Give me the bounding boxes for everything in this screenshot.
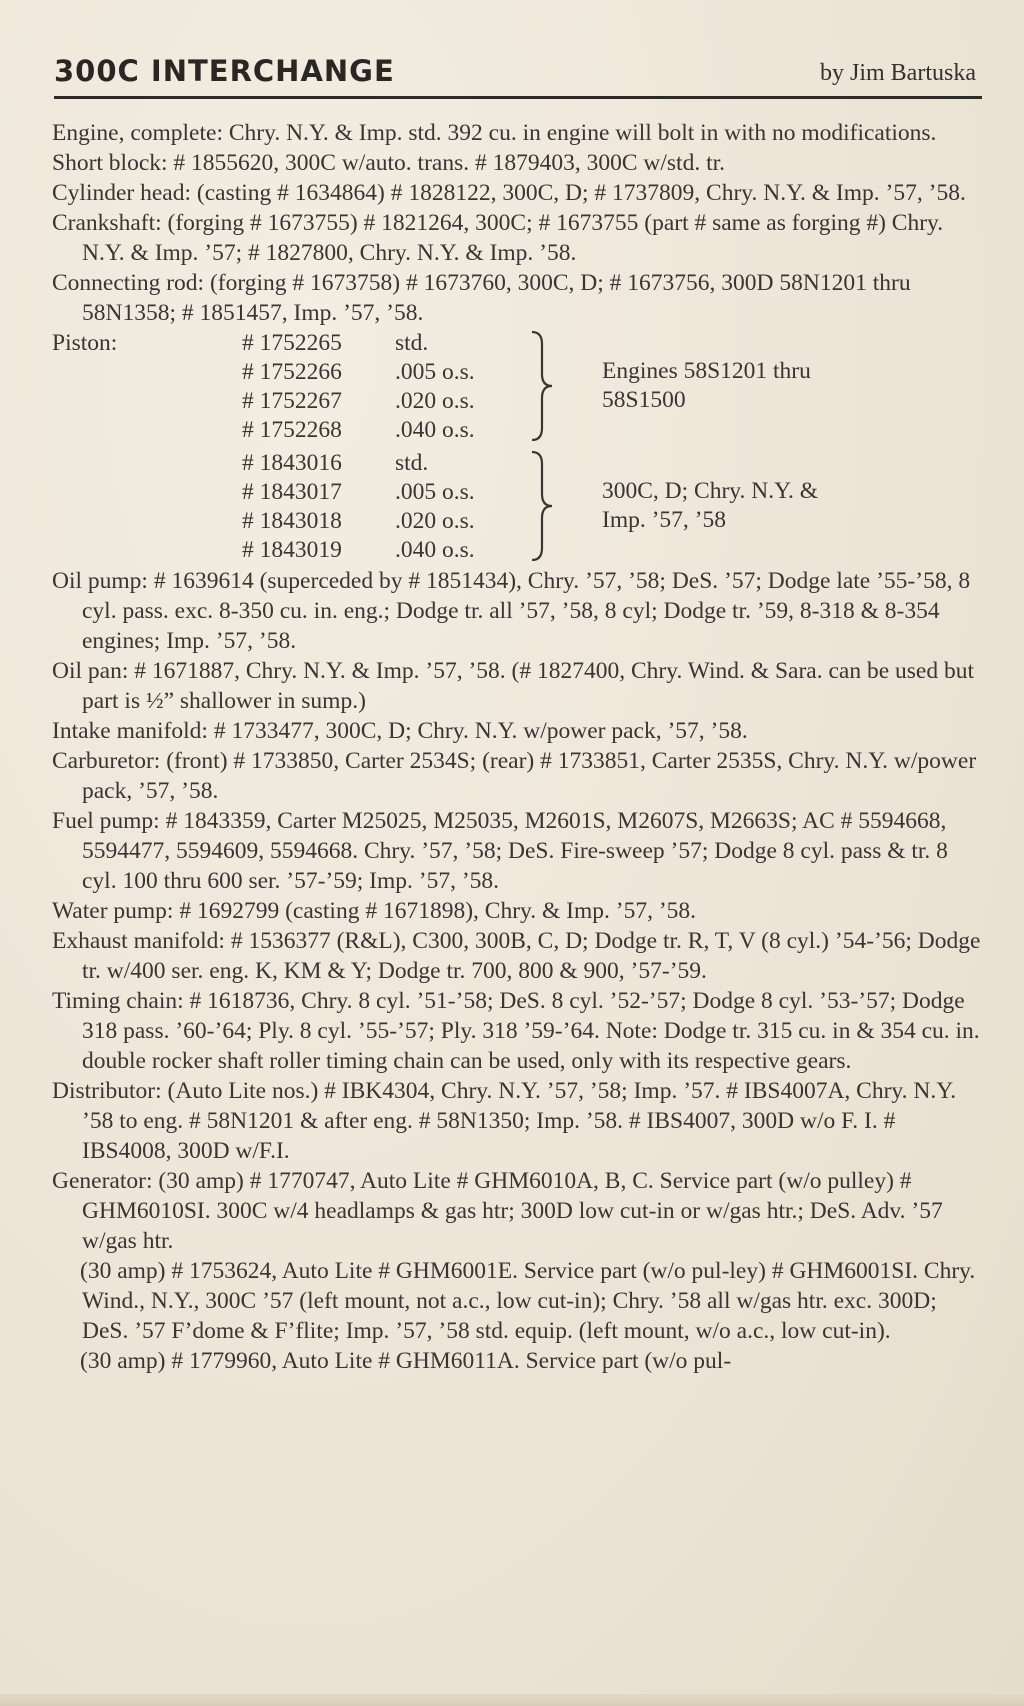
piston-size: .040 o.s. bbox=[395, 537, 475, 563]
entry-short-block: Short block: # 1855620, 300C w/auto. trans. # 1879403, 300C w/std. tr. bbox=[52, 150, 726, 176]
piston-size: .005 o.s. bbox=[395, 479, 475, 505]
page-header bbox=[54, 52, 982, 99]
piston-row bbox=[242, 415, 962, 444]
piston-size: std. bbox=[395, 330, 429, 356]
author-byline: by Jim Bartuska bbox=[820, 60, 976, 86]
piston-size: std. bbox=[395, 450, 429, 476]
piston-part-number: # 1843017 bbox=[242, 479, 342, 505]
piston-group bbox=[242, 448, 962, 566]
piston-part-number: # 1843016 bbox=[242, 450, 342, 476]
piston-note-line: 58S1500 bbox=[602, 387, 686, 413]
entry-connecting-rod: Connecting rod: (forging # 1673758) # 1673760, 300C, D; # 1673756, 300D 58N1201 thru 58N1358; # 1851457, Imp. ’57, ’58. bbox=[52, 270, 911, 326]
piston-row bbox=[242, 328, 962, 357]
piston-note-line: Engines 58S1201 thru bbox=[602, 358, 811, 384]
piston-part-number: # 1752266 bbox=[242, 359, 342, 385]
piston-part-number: # 1752265 bbox=[242, 330, 342, 356]
entry-oil-pan: Oil pan: # 1671887, Chry. N.Y. & Imp. ’57, ’58. (# 1827400, Chry. Wind. & Sara. can be used but part is ½” shallower in sump.) bbox=[52, 658, 974, 714]
entry-timing-chain: Timing chain: # 1618736, Chry. 8 cyl. ’51-’58; DeS. 8 cyl. ’52-’57; Dodge 8 cyl. ’53-’57; Dodge 318 pass. ’60-’64; Ply. 8 cyl. ’55-’57; Ply. 318 ’59-’64. Note: Dodge tr. 315 cu. in & 354 cu. in. double rocker shaft roller timing chain can be used, only with its respective gears. bbox=[52, 988, 980, 1074]
interchange-list bbox=[52, 118, 982, 1376]
piston-label: Piston: bbox=[52, 330, 118, 356]
piston-group-note bbox=[602, 477, 942, 535]
entry-fuel-pump: Fuel pump: # 1843359, Carter M25025, M25035, M2601S, M2607S, M2663S; AC # 5594668, 5594477, 5594609, 5594668. Chry. ’57, ’58; DeS. Fire-sweep ’57; Dodge 8 cyl. pass & tr. 8 cyl. 100 thru 600 ser. ’57-’59; Imp. ’57, ’58. bbox=[52, 808, 948, 894]
piston-size: .020 o.s. bbox=[395, 388, 475, 414]
piston-note-line: Imp. ’57, ’58 bbox=[602, 507, 727, 533]
piston-row bbox=[242, 535, 962, 564]
entry-engine: Engine, complete: Chry. N.Y. & Imp. std. 392 cu. in engine will bolt in with no modifications. bbox=[52, 120, 937, 146]
entry-water-pump: Water pump: # 1692799 (casting # 1671898), Chry. & Imp. ’57, ’58. bbox=[52, 898, 697, 924]
piston-table bbox=[52, 328, 982, 566]
piston-size: .040 o.s. bbox=[395, 417, 475, 443]
entry-cylinder-head: Cylinder head: (casting # 1634864) # 1828122, 300C, D; # 1737809, Chry. N.Y. & Imp. ’57, ’58. bbox=[52, 180, 966, 206]
piston-note-line: 300C, D; Chry. N.Y. & bbox=[602, 478, 819, 504]
curly-brace-icon bbox=[528, 330, 558, 442]
piston-size: .020 o.s. bbox=[395, 508, 475, 534]
entry-intake-manifold: Intake manifold: # 1733477, 300C, D; Chry. N.Y. w/power pack, ’57, ’58. bbox=[52, 718, 748, 744]
entry-generator-alt: (30 amp) # 1753624, Auto Lite # GHM6001E. Service part (w/o pul-ley) # GHM6001SI. Chry. Wind., N.Y., 300C ’57 (left mount, not a.c., low cut-in); Chry. ’58 all w/gas htr. exc. 300D; DeS. ’57 F’dome & F’flite; Imp. ’57, ’58 std. equip. (left mount, w/o a.c., low cut-in). bbox=[80, 1258, 976, 1344]
entry-crankshaft: Crankshaft: (forging # 1673755) # 1821264, 300C; # 1673755 (part # same as forging #) Chry. N.Y. & Imp. ’57; # 1827800, Chry. N.Y. & Imp. ’58. bbox=[52, 210, 944, 266]
entry-distributor: Distributor: (Auto Lite nos.) # IBK4304, Chry. N.Y. ’57, ’58; Imp. ’57. # IBS4007A, Chry. N.Y. ’58 to eng. # 58N1201 & after eng. # 58N1350; Imp. ’58. # IBS4007, 300D w/o F. I. # IBS4008, 300D w/F.I. bbox=[52, 1078, 957, 1164]
entry-generator: Generator: (30 amp) # 1770747, Auto Lite # GHM6010A, B, C. Service part (w/o pulley) # GHM6010SI. 300C w/4 headlamps & gas htr; 300D low cut-in or w/gas htr.; DeS. Adv. ’57 w/gas htr. bbox=[52, 1168, 943, 1254]
piston-row bbox=[242, 448, 962, 477]
piston-part-number: # 1752268 bbox=[242, 417, 342, 443]
piston-size: .005 o.s. bbox=[395, 359, 475, 385]
entry-exhaust-manifold: Exhaust manifold: # 1536377 (R&L), C300, 300B, C, D; Dodge tr. R, T, V (8 cyl.) ’54-’56; Dodge tr. w/400 ser. eng. K, KM & Y; Dodge tr. 700, 800 & 900, ’57-’59. bbox=[52, 928, 981, 984]
piston-part-number: # 1843018 bbox=[242, 508, 342, 534]
piston-part-number: # 1843019 bbox=[242, 537, 342, 563]
piston-group-note bbox=[602, 357, 942, 415]
piston-group bbox=[242, 328, 962, 446]
piston-part-number: # 1752267 bbox=[242, 388, 342, 414]
page-title: 300C INTERCHANGE bbox=[54, 54, 395, 88]
curly-brace-icon bbox=[528, 450, 558, 562]
entry-oil-pump: Oil pump: # 1639614 (superceded by # 1851434), Chry. ’57, ’58; DeS. ’57; Dodge late ’55-’58, 8 cyl. pass. exc. 8-350 cu. in. eng.; Dodge tr. all ’57, ’58, 8 cyl; Dodge tr. ’59, 8-318 & 8-354 engines; Imp. ’57, ’58. bbox=[52, 568, 971, 654]
page-edge bbox=[0, 1694, 1024, 1706]
entry-carburetor: Carburetor: (front) # 1733850, Carter 2534S; (rear) # 1733851, Carter 2535S, Chry. N.Y. w/power pack, ’57, ’58. bbox=[52, 748, 977, 804]
entry-generator-alt: (30 amp) # 1779960, Auto Lite # GHM6011A. Service part (w/o pul- bbox=[80, 1348, 732, 1374]
